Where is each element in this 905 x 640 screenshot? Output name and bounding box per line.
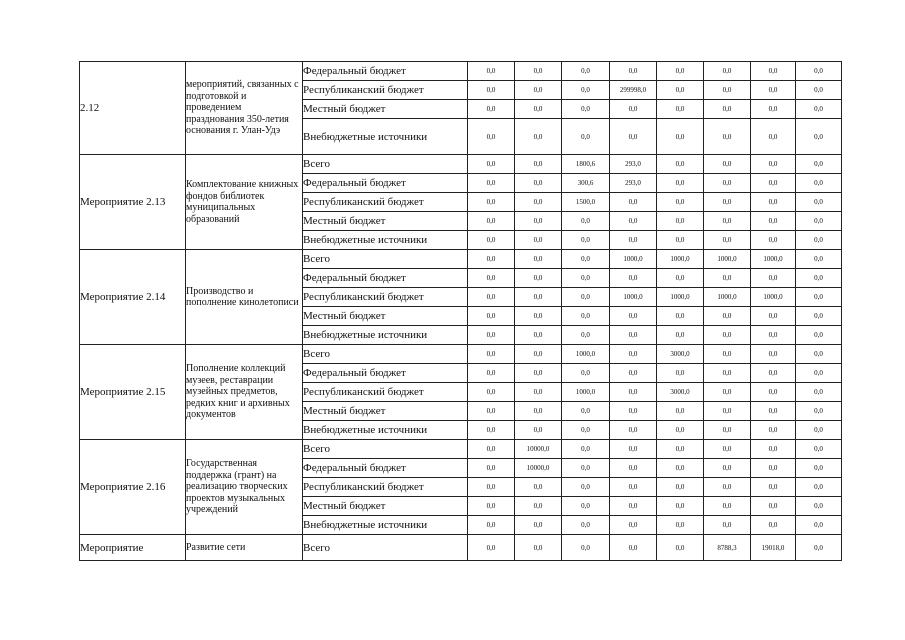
value-cell: 0,0	[657, 326, 704, 345]
value-cell: 0,0	[515, 383, 562, 402]
value-cell: 0,0	[515, 100, 562, 119]
value-cell: 0,0	[468, 364, 515, 383]
value-cell: 0,0	[796, 288, 842, 307]
value-cell: 1000,0	[704, 250, 751, 269]
value-cell: 0,0	[562, 402, 610, 421]
value-cell: 0,0	[468, 100, 515, 119]
value-cell: 0,0	[796, 402, 842, 421]
measure-name: Пополнение коллекций музеев, реставрации музейных предметов, редких книг и архивных документов	[186, 345, 303, 440]
funding-source: Федеральный бюджет	[303, 62, 468, 81]
value-cell: 0,0	[796, 62, 842, 81]
value-cell: 0,0	[657, 459, 704, 478]
value-cell: 0,0	[515, 231, 562, 250]
funding-source: Внебюджетные источники	[303, 231, 468, 250]
funding-source: Федеральный бюджет	[303, 364, 468, 383]
value-cell: 0,0	[704, 174, 751, 193]
value-cell: 0,0	[515, 345, 562, 364]
value-cell: 0,0	[515, 193, 562, 212]
value-cell: 0,0	[468, 516, 515, 535]
value-cell: 0,0	[562, 535, 610, 561]
value-cell: 0,0	[562, 81, 610, 100]
value-cell: 0,0	[610, 535, 657, 561]
value-cell: 0,0	[468, 269, 515, 288]
value-cell: 0,0	[751, 421, 796, 440]
value-cell: 0,0	[657, 478, 704, 497]
value-cell: 0,0	[704, 155, 751, 174]
value-cell: 0,0	[515, 326, 562, 345]
value-cell: 0,0	[751, 81, 796, 100]
value-cell: 0,0	[704, 383, 751, 402]
value-cell: 0,0	[562, 364, 610, 383]
value-cell: 0,0	[704, 402, 751, 421]
value-cell: 1000,0	[657, 288, 704, 307]
value-cell: 0,0	[796, 516, 842, 535]
value-cell: 0,0	[796, 100, 842, 119]
value-cell: 0,0	[562, 212, 610, 231]
value-cell: 0,0	[468, 250, 515, 269]
value-cell: 0,0	[704, 307, 751, 326]
value-cell: 0,0	[796, 459, 842, 478]
table-row	[80, 62, 842, 81]
value-cell: 0,0	[468, 174, 515, 193]
value-cell: 0,0	[704, 100, 751, 119]
value-cell: 0,0	[610, 364, 657, 383]
measure-name: Производство и пополнение кинолетописи	[186, 250, 303, 345]
value-cell: 0,0	[610, 307, 657, 326]
value-cell: 0,0	[468, 497, 515, 516]
funding-source: Федеральный бюджет	[303, 174, 468, 193]
value-cell: 0,0	[796, 326, 842, 345]
value-cell: 0,0	[657, 119, 704, 155]
value-cell: 0,0	[515, 307, 562, 326]
value-cell: 0,0	[610, 383, 657, 402]
value-cell: 0,0	[796, 478, 842, 497]
funding-source: Местный бюджет	[303, 497, 468, 516]
value-cell: 1000,0	[562, 345, 610, 364]
value-cell: 1000,0	[610, 250, 657, 269]
value-cell: 299998,0	[610, 81, 657, 100]
value-cell: 0,0	[751, 62, 796, 81]
value-cell: 0,0	[796, 174, 842, 193]
value-cell: 0,0	[468, 62, 515, 81]
value-cell: 0,0	[562, 440, 610, 459]
value-cell: 0,0	[515, 174, 562, 193]
value-cell: 0,0	[468, 155, 515, 174]
value-cell: 0,0	[562, 100, 610, 119]
value-cell: 0,0	[704, 119, 751, 155]
value-cell: 0,0	[515, 250, 562, 269]
value-cell: 1500,0	[562, 193, 610, 212]
value-cell: 0,0	[751, 231, 796, 250]
value-cell: 0,0	[657, 516, 704, 535]
value-cell: 0,0	[515, 62, 562, 81]
table-row	[80, 155, 842, 174]
value-cell: 0,0	[704, 81, 751, 100]
funding-source: Местный бюджет	[303, 100, 468, 119]
value-cell: 0,0	[515, 478, 562, 497]
measure-id: 2.12	[80, 62, 186, 155]
table-row	[80, 250, 842, 269]
value-cell: 0,0	[796, 231, 842, 250]
value-cell: 0,0	[657, 307, 704, 326]
value-cell: 0,0	[704, 516, 751, 535]
value-cell: 0,0	[515, 421, 562, 440]
funding-source: Внебюджетные источники	[303, 421, 468, 440]
value-cell: 19018,0	[751, 535, 796, 561]
value-cell: 0,0	[562, 288, 610, 307]
value-cell: 0,0	[751, 345, 796, 364]
value-cell: 0,0	[515, 119, 562, 155]
value-cell: 1000,0	[562, 383, 610, 402]
value-cell: 0,0	[610, 269, 657, 288]
value-cell: 10000,0	[515, 440, 562, 459]
value-cell: 0,0	[468, 212, 515, 231]
value-cell: 0,0	[562, 250, 610, 269]
value-cell: 8788,3	[704, 535, 751, 561]
funding-source: Местный бюджет	[303, 402, 468, 421]
value-cell: 0,0	[704, 421, 751, 440]
value-cell: 0,0	[657, 231, 704, 250]
value-cell: 0,0	[796, 497, 842, 516]
value-cell: 0,0	[751, 440, 796, 459]
value-cell: 293,0	[610, 174, 657, 193]
value-cell: 0,0	[657, 155, 704, 174]
value-cell: 0,0	[704, 193, 751, 212]
value-cell: 0,0	[796, 440, 842, 459]
value-cell: 0,0	[796, 421, 842, 440]
value-cell: 0,0	[657, 440, 704, 459]
value-cell: 0,0	[796, 345, 842, 364]
value-cell: 0,0	[657, 269, 704, 288]
measure-name: Комплектование книжных фондов библиотек муниципальных образований	[186, 155, 303, 250]
value-cell: 0,0	[796, 364, 842, 383]
funding-source: Республиканский бюджет	[303, 193, 468, 212]
funding-source: Всего	[303, 250, 468, 269]
value-cell: 0,0	[751, 100, 796, 119]
value-cell: 0,0	[704, 326, 751, 345]
value-cell: 3000,0	[657, 383, 704, 402]
funding-source: Местный бюджет	[303, 307, 468, 326]
value-cell: 0,0	[796, 155, 842, 174]
value-cell: 0,0	[704, 459, 751, 478]
funding-source: Всего	[303, 155, 468, 174]
value-cell: 0,0	[657, 364, 704, 383]
value-cell: 293,0	[610, 155, 657, 174]
measure-id: Мероприятие 2.13	[80, 155, 186, 250]
value-cell: 0,0	[751, 478, 796, 497]
value-cell: 300,6	[562, 174, 610, 193]
value-cell: 0,0	[468, 288, 515, 307]
value-cell: 0,0	[796, 250, 842, 269]
value-cell: 0,0	[657, 535, 704, 561]
value-cell: 0,0	[657, 81, 704, 100]
value-cell: 0,0	[751, 269, 796, 288]
value-cell: 0,0	[515, 155, 562, 174]
value-cell: 0,0	[704, 231, 751, 250]
value-cell: 0,0	[704, 345, 751, 364]
value-cell: 0,0	[468, 459, 515, 478]
value-cell: 0,0	[562, 459, 610, 478]
value-cell: 0,0	[704, 440, 751, 459]
value-cell: 0,0	[468, 383, 515, 402]
funding-source: Федеральный бюджет	[303, 269, 468, 288]
value-cell: 1000,0	[751, 250, 796, 269]
value-cell: 0,0	[657, 174, 704, 193]
value-cell: 0,0	[796, 307, 842, 326]
value-cell: 0,0	[468, 345, 515, 364]
value-cell: 0,0	[562, 307, 610, 326]
value-cell: 0,0	[610, 62, 657, 81]
value-cell: 0,0	[704, 497, 751, 516]
value-cell: 0,0	[468, 307, 515, 326]
measure-id: Мероприятие 2.15	[80, 345, 186, 440]
value-cell: 0,0	[751, 383, 796, 402]
funding-source: Республиканский бюджет	[303, 383, 468, 402]
funding-source: Федеральный бюджет	[303, 459, 468, 478]
value-cell: 0,0	[610, 119, 657, 155]
value-cell: 0,0	[610, 231, 657, 250]
value-cell: 0,0	[515, 212, 562, 231]
table-row	[80, 535, 842, 561]
value-cell: 0,0	[796, 119, 842, 155]
value-cell: 0,0	[515, 364, 562, 383]
value-cell: 0,0	[751, 459, 796, 478]
value-cell: 0,0	[704, 269, 751, 288]
value-cell: 0,0	[515, 516, 562, 535]
value-cell: 0,0	[796, 383, 842, 402]
value-cell: 0,0	[704, 62, 751, 81]
value-cell: 0,0	[751, 326, 796, 345]
value-cell: 0,0	[796, 212, 842, 231]
value-cell: 0,0	[751, 402, 796, 421]
value-cell: 3000,0	[657, 345, 704, 364]
value-cell: 0,0	[796, 81, 842, 100]
value-cell: 0,0	[515, 497, 562, 516]
value-cell: 0,0	[468, 478, 515, 497]
value-cell: 0,0	[657, 193, 704, 212]
value-cell: 0,0	[610, 345, 657, 364]
funding-source: Всего	[303, 345, 468, 364]
value-cell: 0,0	[610, 459, 657, 478]
value-cell: 0,0	[657, 421, 704, 440]
value-cell: 0,0	[468, 231, 515, 250]
value-cell: 0,0	[657, 212, 704, 231]
value-cell: 0,0	[562, 62, 610, 81]
value-cell: 0,0	[751, 155, 796, 174]
value-cell: 0,0	[657, 62, 704, 81]
value-cell: 0,0	[610, 421, 657, 440]
value-cell: 0,0	[657, 402, 704, 421]
value-cell: 0,0	[562, 478, 610, 497]
measure-name: мероприятий, связанных с подготовкой и проведением празднования 350-летия основания г. Улан-Удэ	[186, 62, 303, 155]
value-cell: 0,0	[562, 516, 610, 535]
value-cell: 1800,6	[562, 155, 610, 174]
value-cell: 10000,0	[515, 459, 562, 478]
value-cell: 0,0	[468, 402, 515, 421]
value-cell: 0,0	[468, 81, 515, 100]
value-cell: 0,0	[468, 326, 515, 345]
value-cell: 0,0	[468, 193, 515, 212]
value-cell: 0,0	[562, 119, 610, 155]
measure-id: Мероприятие 2.14	[80, 250, 186, 345]
value-cell: 0,0	[610, 212, 657, 231]
value-cell: 0,0	[610, 326, 657, 345]
funding-source: Внебюджетные источники	[303, 119, 468, 155]
value-cell: 1000,0	[704, 288, 751, 307]
value-cell: 0,0	[610, 100, 657, 119]
funding-source: Республиканский бюджет	[303, 81, 468, 100]
value-cell: 0,0	[562, 497, 610, 516]
funding-source: Местный бюджет	[303, 212, 468, 231]
value-cell: 0,0	[751, 193, 796, 212]
value-cell: 0,0	[562, 421, 610, 440]
value-cell: 0,0	[610, 478, 657, 497]
value-cell: 1000,0	[610, 288, 657, 307]
funding-source: Всего	[303, 535, 468, 561]
value-cell: 0,0	[657, 100, 704, 119]
funding-source: Всего	[303, 440, 468, 459]
value-cell: 0,0	[751, 364, 796, 383]
value-cell: 0,0	[796, 269, 842, 288]
value-cell: 0,0	[468, 440, 515, 459]
funding-source: Республиканский бюджет	[303, 478, 468, 497]
value-cell: 1000,0	[751, 288, 796, 307]
funding-source: Республиканский бюджет	[303, 288, 468, 307]
table-row	[80, 440, 842, 459]
value-cell: 0,0	[796, 535, 842, 561]
value-cell: 0,0	[751, 212, 796, 231]
value-cell: 0,0	[468, 535, 515, 561]
funding-source: Внебюджетные источники	[303, 326, 468, 345]
value-cell: 0,0	[704, 478, 751, 497]
value-cell: 0,0	[515, 269, 562, 288]
value-cell: 1000,0	[657, 250, 704, 269]
value-cell: 0,0	[610, 516, 657, 535]
value-cell: 0,0	[562, 326, 610, 345]
value-cell: 0,0	[515, 535, 562, 561]
measure-name: Развитие сети	[186, 535, 303, 561]
value-cell: 0,0	[610, 193, 657, 212]
value-cell: 0,0	[796, 193, 842, 212]
value-cell: 0,0	[468, 421, 515, 440]
value-cell: 0,0	[515, 81, 562, 100]
value-cell: 0,0	[610, 440, 657, 459]
value-cell: 0,0	[751, 174, 796, 193]
value-cell: 0,0	[751, 497, 796, 516]
value-cell: 0,0	[657, 497, 704, 516]
value-cell: 0,0	[468, 119, 515, 155]
table-row	[80, 345, 842, 364]
budget-table	[79, 61, 842, 561]
measure-id: Мероприятие	[80, 535, 186, 561]
value-cell: 0,0	[610, 497, 657, 516]
value-cell: 0,0	[562, 231, 610, 250]
funding-source: Внебюджетные источники	[303, 516, 468, 535]
value-cell: 0,0	[704, 212, 751, 231]
value-cell: 0,0	[562, 269, 610, 288]
measure-name: Государственная поддержка (грант) на реализацию творческих проектов музыкальных учреждений	[186, 440, 303, 535]
value-cell: 0,0	[610, 402, 657, 421]
value-cell: 0,0	[751, 516, 796, 535]
value-cell: 0,0	[751, 119, 796, 155]
value-cell: 0,0	[515, 402, 562, 421]
value-cell: 0,0	[751, 307, 796, 326]
value-cell: 0,0	[704, 364, 751, 383]
measure-id: Мероприятие 2.16	[80, 440, 186, 535]
value-cell: 0,0	[515, 288, 562, 307]
